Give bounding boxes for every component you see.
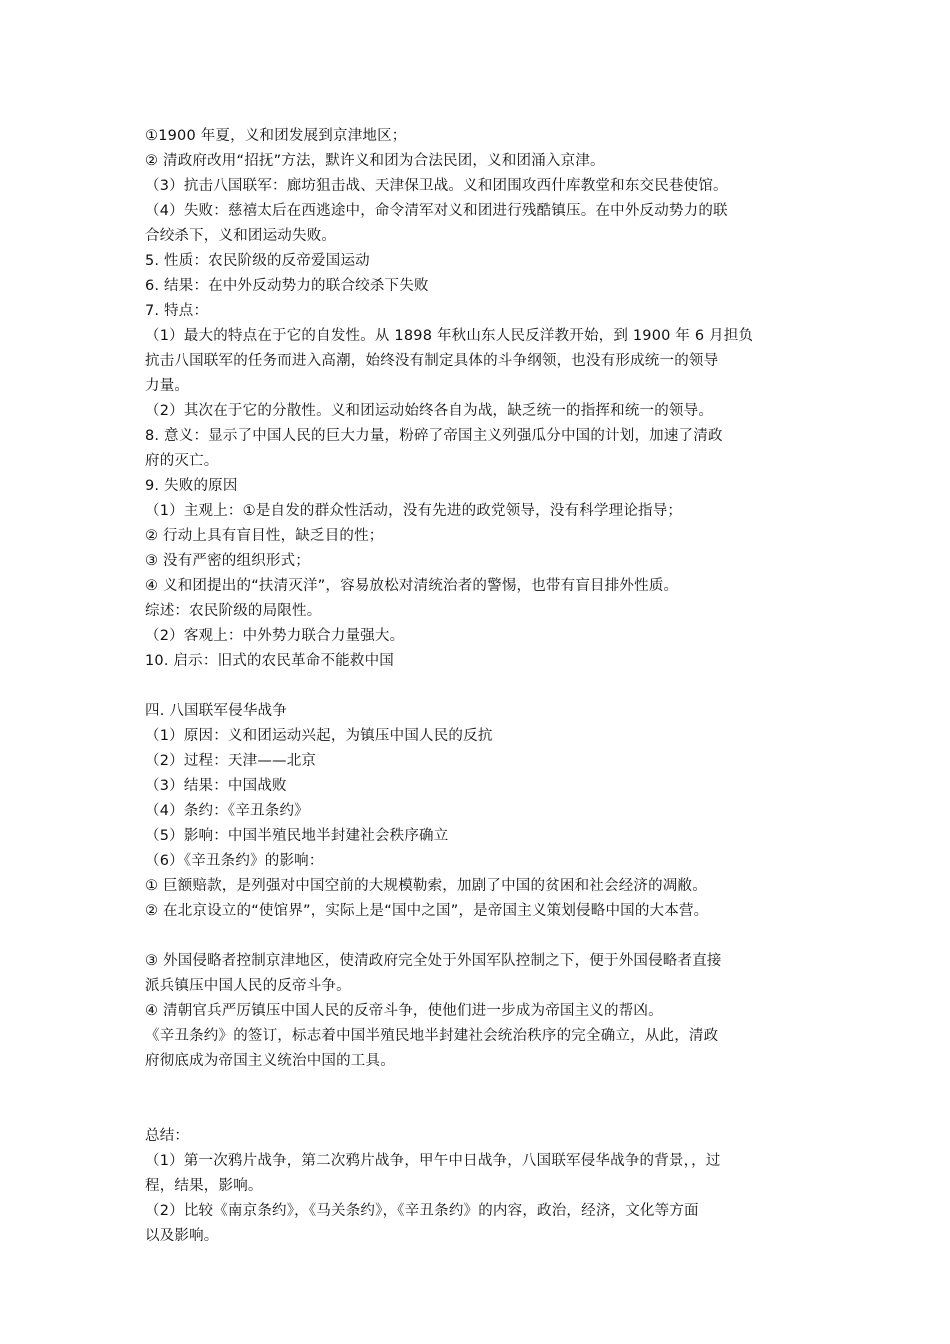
section-heading: 9. 失败的原因 [145, 478, 238, 494]
text-line: （2）比较《南京条约》，《马关条约》，《辛丑条约》的内容，政治，经济，文化等方面 [145, 1203, 699, 1219]
text-line: 程，结果，影响。 [145, 1178, 263, 1194]
section-heading: 总结： [145, 1128, 190, 1144]
text-line: 合绞杀下，义和团运动失败。 [145, 228, 337, 244]
text-line: ①1900 年夏，义和团发展到京津地区； [145, 128, 407, 144]
section-heading: 10. 启示：旧式的农民革命不能救中国 [145, 653, 394, 669]
text-line: （1）最大的特点在于它的自发性。从 1898 年秋山东人民反洋教开始，到 1900 年 6 月担负 [145, 328, 754, 344]
text-line: 力量。 [145, 378, 190, 394]
text-line: （2）其次在于它的分散性。义和团运动始终各自为战，缺乏统一的指挥和统一的领导。 [145, 403, 714, 419]
blank-line [145, 1074, 810, 1099]
blank-line [145, 1099, 810, 1124]
text-line: （2）过程：天津——北京 [145, 753, 317, 769]
text-line: ④ 义和团提出的“扶清灭洋”，容易放松对清统治者的警惕，也带有盲目排外性质。 [145, 578, 679, 594]
text-line: 综述：农民阶级的局限性。 [145, 603, 322, 619]
section-heading: 8. 意义：显示了中国人民的巨大力量，粉碎了帝国主义列强瓜分中国的计划，加速了清政 [145, 428, 723, 444]
text-line: 《辛丑条约》的签订，标志着中国半殖民地半封建社会统治秩序的完全确立，从此，清政 [145, 1028, 719, 1044]
text-line: ③ 外国侵略者控制京津地区，使清政府完全处于外国军队控制之下，便于外国侵略者直接 [145, 953, 722, 969]
text-line: （6）《辛丑条约》的影响： [145, 853, 324, 869]
text-line: 派兵镇压中国人民的反帝斗争。 [145, 978, 351, 994]
text-line: （3）结果：中国战败 [145, 778, 287, 794]
text-line: ② 行动上具有盲目性，缺乏目的性； [145, 528, 384, 544]
blank-line [145, 674, 810, 699]
text-line: （1）主观上：①是自发的群众性活动，没有先进的政党领导，没有科学理论指导； [145, 503, 683, 519]
blank-line [145, 924, 810, 949]
text-line: （3）抗击八国联军：廊坊狙击战、天津保卫战。义和团围攻西什库教堂和东交民巷使馆。 [145, 178, 728, 194]
text-line: （5）影响：中国半殖民地半封建社会秩序确立 [145, 828, 449, 844]
section-heading: 5. 性质：农民阶级的反帝爱国运动 [145, 253, 370, 269]
text-line: ④ 清朝官兵严厉镇压中国人民的反帝斗争，使他们进一步成为帝国主义的帮凶。 [145, 1003, 663, 1019]
text-line: ② 在北京设立的“使馆界”，实际上是“国中之国”，是帝国主义策划侵略中国的大本营。 [145, 903, 709, 919]
section-heading: 7. 特点： [145, 303, 209, 319]
section-heading: 6. 结果：在中外反动势力的联合绞杀下失败 [145, 278, 429, 294]
text-line: （4）条约：《辛丑条约》 [145, 803, 309, 819]
text-line: 府彻底成为帝国主义统治中国的工具。 [145, 1053, 395, 1069]
text-line: （2）客观上：中外势力联合力量强大。 [145, 628, 405, 644]
text-line: ② 清政府改用“招抚”方法，默许义和团为合法民团，义和团涌入京津。 [145, 153, 605, 169]
text-line: （1）原因：义和团运动兴起，为镇压中国人民的反抗 [145, 728, 493, 744]
text-line: （4）失败：慈禧太后在西逃途中，命令清军对义和团进行残酷镇压。在中外反动势力的联 [145, 203, 728, 219]
text-line: ① 巨额赔款，是列强对中国空前的大规模勒索，加剧了中国的贫困和社会经济的凋敝。 [145, 878, 707, 894]
text-line: （1）第一次鸦片战争，第二次鸦片战争，甲午中日战争，八国联军侵华战争的背景，，过 [145, 1153, 721, 1169]
text-line: 抗击八国联军的任务而进入高潮，始终没有制定具体的斗争纲领，也没有形成统一的领导 [145, 353, 719, 369]
text-line: 府的灭亡。 [145, 453, 219, 469]
text-line: 以及影响。 [145, 1228, 219, 1244]
text-line: ③ 没有严密的组织形式； [145, 553, 311, 569]
section-heading: 四. 八国联军侵华战争 [145, 703, 287, 719]
document-body [145, 124, 810, 1249]
